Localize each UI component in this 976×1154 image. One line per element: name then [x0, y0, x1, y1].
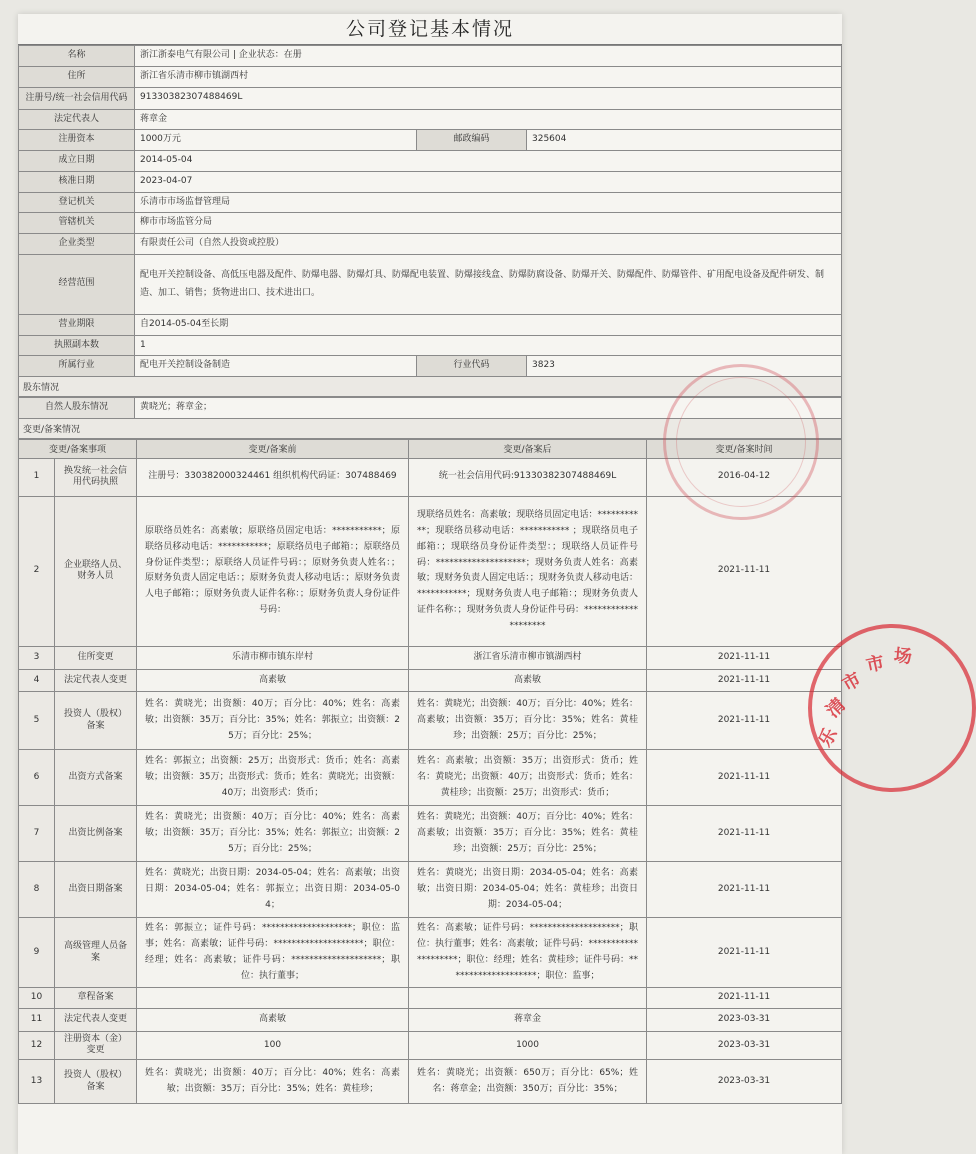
name-value: 浙江浙泰电气有限公司 | 企业状态：在册	[135, 46, 842, 67]
shareholders-section-title: 股东情况	[18, 377, 842, 397]
copies-label: 执照副本数	[19, 335, 135, 356]
industry-label: 所属行业	[19, 356, 135, 377]
industry-value: 配电开关控制设备制造	[135, 356, 417, 377]
change-no: 8	[19, 862, 55, 918]
change-item: 投资人（股权）备案	[55, 692, 137, 750]
change-date: 2021-11-11	[647, 806, 842, 862]
change-before	[137, 988, 409, 1009]
registration-document	[18, 14, 913, 1154]
change-no: 9	[19, 918, 55, 988]
change-after: 姓名：黄晓光；出资日期：2034-05-04；姓名：高素敏；出资日期：2034-05-04；姓名：黄桂珍；出资日期：2034-05-04；	[409, 862, 647, 918]
change-item: 出资方式备案	[55, 750, 137, 806]
change-before: 姓名：黄晓光；出资额：40万；百分比：40%；姓名：高素敏；出资额：35万；百分比：35%；姓名：黄桂珍；	[137, 1060, 409, 1104]
change-row	[19, 692, 842, 750]
change-before: 姓名：黄晓光；出资日期：2034-05-04；姓名：高素敏；出资日期：2034-05-04；姓名：郭振立；出资日期：2034-05-04；	[137, 862, 409, 918]
copies-value: 1	[135, 335, 842, 356]
term-label: 营业期限	[19, 314, 135, 335]
industry-code-value: 3823	[527, 356, 842, 377]
change-after: 统一社会信用代码:91330382307488469L	[409, 458, 647, 496]
term-value: 自2014-05-04至长期	[135, 314, 842, 335]
natural-shareholder-label: 自然人股东情况	[19, 398, 135, 419]
change-after: 高素敏	[409, 669, 647, 692]
change-before: 姓名：黄晓光；出资额：40万；百分比：40%；姓名：高素敏；出资额：35万；百分比：35%；姓名：郭振立；出资额：25万；百分比：25%；	[137, 692, 409, 750]
change-row	[19, 806, 842, 862]
change-row	[19, 496, 842, 646]
basic-info-table	[18, 45, 842, 377]
change-row	[19, 1009, 842, 1032]
change-after: 姓名：黄晓光；出资额：40万；百分比：40%；姓名：高素敏；出资额：35万；百分比：35%；姓名：黄桂珍；出资额：25万；百分比：25%；	[409, 806, 647, 862]
change-after: 姓名：黄晓光；出资额：40万；百分比：40%；姓名：高素敏；出资额：35万；百分比：35%；姓名：黄桂珍；出资额：25万；百分比：25%；	[409, 692, 647, 750]
change-row	[19, 646, 842, 669]
change-item: 企业联络人员、财务人员	[55, 496, 137, 646]
change-item: 换发统一社会信用代码执照	[55, 458, 137, 496]
change-date: 2023-03-31	[647, 1009, 842, 1032]
approve-date-value: 2023-04-07	[135, 171, 842, 192]
change-date: 2023-03-31	[647, 1031, 842, 1059]
change-before: 原联络员姓名：高素敏；原联络员固定电话：***********；原联络员移动电话：***********；原联络员电子邮箱：；原联络员身份证件类型：；原联络人员证件号码：；原财务负责人姓名：；原财务负责人固定电话：；原财务负责人移动电话：；原财务负责人电子邮箱：；原财务负责人证件名称：；原财务负责人身份证件号码：	[137, 496, 409, 646]
change-after	[409, 988, 647, 1009]
capital-value: 1000万元	[135, 130, 417, 151]
changes-header-before: 变更/备案前	[137, 439, 409, 458]
change-date: 2021-11-11	[647, 692, 842, 750]
change-no: 3	[19, 646, 55, 669]
address-value: 浙江省乐清市柳市镇湖西村	[135, 66, 842, 87]
reg-org-label: 登记机关	[19, 192, 135, 213]
change-before: 高素敏	[137, 1009, 409, 1032]
legal-rep-value: 蒋章金	[135, 109, 842, 130]
change-before: 姓名：黄晓光；出资额：40万；百分比：40%；姓名：高素敏；出资额：35万；百分比：35%；姓名：郭振立；出资额：25万；百分比：25%；	[137, 806, 409, 862]
change-item: 投资人（股权）备案	[55, 1060, 137, 1104]
scope-label: 经营范围	[19, 254, 135, 314]
change-row	[19, 918, 842, 988]
change-row	[19, 1060, 842, 1104]
reg-no-value: 91330382307488469L	[135, 87, 842, 109]
change-item: 法定代表人变更	[55, 669, 137, 692]
change-item: 出资比例备案	[55, 806, 137, 862]
change-date: 2021-11-11	[647, 496, 842, 646]
change-after: 浙江省乐清市柳市镇湖西村	[409, 646, 647, 669]
shareholders-table	[18, 397, 842, 419]
change-item: 高级管理人员备案	[55, 918, 137, 988]
change-no: 5	[19, 692, 55, 750]
change-after: 现联络员姓名：高素敏；现联络员固定电话：***********；现联络员移动电话：*********** ；现联络员电子邮箱：；现联络员身份证件类型：；现联络人员证件号码：********************；现财务负责人姓名：高素敏；现财务负责人固定电话：；现财务负责人移动电话：***********；现财务负责人电子邮箱：；现财务负责人证件名称：；现财务负责人身份证件号码：********************	[409, 496, 647, 646]
change-after: 1000	[409, 1031, 647, 1059]
mgmt-org-label: 管辖机关	[19, 213, 135, 234]
change-no: 1	[19, 458, 55, 496]
natural-shareholder-value: 黄晓光；蒋章金；	[135, 398, 842, 419]
document-title: 公司登记基本情况	[18, 14, 842, 45]
changes-header-date: 变更/备案时间	[647, 439, 842, 458]
change-date: 2021-11-11	[647, 646, 842, 669]
approve-date-label: 核准日期	[19, 171, 135, 192]
change-no: 13	[19, 1060, 55, 1104]
reg-org-value: 乐清市市场监督管理局	[135, 192, 842, 213]
change-item: 住所变更	[55, 646, 137, 669]
change-after: 姓名：高素敏；出资额：35万；出资形式：货币；姓名：黄晓光；出资额：40万；出资形式：货币；姓名：黄桂珍；出资额：25万；出资形式：货币；	[409, 750, 647, 806]
official-seal-red: 乐 清 市 市 场	[808, 624, 976, 792]
change-date: 2023-03-31	[647, 1060, 842, 1104]
change-item: 出资日期备案	[55, 862, 137, 918]
reg-no-label: 注册号/统一社会信用代码	[19, 87, 135, 109]
changes-table	[18, 439, 842, 1104]
change-row	[19, 669, 842, 692]
change-row	[19, 1031, 842, 1059]
change-no: 6	[19, 750, 55, 806]
change-before: 姓名：郭振立；出资额：25万；出资形式：货币；姓名：高素敏；出资额：35万；出资形式：货币；姓名：黄晓光；出资额：40万；出资形式：货币；	[137, 750, 409, 806]
change-date: 2016-04-12	[647, 458, 842, 496]
changes-section-title: 变更/备案情况	[18, 419, 842, 439]
postcode-label: 邮政编码	[417, 130, 527, 151]
change-before: 高素敏	[137, 669, 409, 692]
change-after: 姓名：高素敏；证件号码：********************；职位：执行董事；姓名：高素敏；证件号码：********************；职位：经理；姓名：黄桂珍；证件号码：********************；职位：监事；	[409, 918, 647, 988]
change-item: 法定代表人变更	[55, 1009, 137, 1032]
industry-code-label: 行业代码	[417, 356, 527, 377]
change-date: 2021-11-11	[647, 750, 842, 806]
change-date: 2021-11-11	[647, 669, 842, 692]
change-before: 姓名：郭振立；证件号码：********************；职位：监事；姓名：高素敏；证件号码：********************；职位：经理；姓名：高素敏；证件号码：********************；职位：执行董事；	[137, 918, 409, 988]
legal-rep-label: 法定代表人	[19, 109, 135, 130]
change-item: 注册资本（金）变更	[55, 1031, 137, 1059]
type-label: 企业类型	[19, 234, 135, 255]
change-after: 姓名：黄晓光；出资额：650万；百分比：65%；姓名：蒋章金；出资额：350万；百分比：35%；	[409, 1060, 647, 1104]
est-date-value: 2014-05-04	[135, 151, 842, 172]
change-row	[19, 458, 842, 496]
change-no: 2	[19, 496, 55, 646]
change-no: 4	[19, 669, 55, 692]
change-after: 蒋章金	[409, 1009, 647, 1032]
est-date-label: 成立日期	[19, 151, 135, 172]
change-before: 100	[137, 1031, 409, 1059]
capital-label: 注册资本	[19, 130, 135, 151]
change-no: 7	[19, 806, 55, 862]
address-label: 住所	[19, 66, 135, 87]
change-no: 11	[19, 1009, 55, 1032]
change-row	[19, 988, 842, 1009]
change-no: 10	[19, 988, 55, 1009]
change-row	[19, 862, 842, 918]
change-item: 章程备案	[55, 988, 137, 1009]
change-before: 注册号：330382000324461 组织机构代码证：307488469	[137, 458, 409, 496]
change-before: 乐清市柳市镇东岸村	[137, 646, 409, 669]
changes-header-after: 变更/备案后	[409, 439, 647, 458]
change-row	[19, 750, 842, 806]
mgmt-org-value: 柳市市场监管分局	[135, 213, 842, 234]
postcode-value: 325604	[527, 130, 842, 151]
type-value: 有限责任公司（自然人投资或控股）	[135, 234, 842, 255]
change-date: 2021-11-11	[647, 918, 842, 988]
changes-header-item: 变更/备案事项	[19, 439, 137, 458]
scope-value: 配电开关控制设备、高低压电器及配件、防爆电器、防爆灯具、防爆配电装置、防爆接线盒、防爆防腐设备、防爆开关、防爆配件、防爆管件、矿用配电设备及配件研发、制造、加工、销售；货物进出口、技术进出口。	[135, 254, 842, 314]
change-date: 2021-11-11	[647, 988, 842, 1009]
change-date: 2021-11-11	[647, 862, 842, 918]
name-label: 名称	[19, 46, 135, 67]
change-no: 12	[19, 1031, 55, 1059]
